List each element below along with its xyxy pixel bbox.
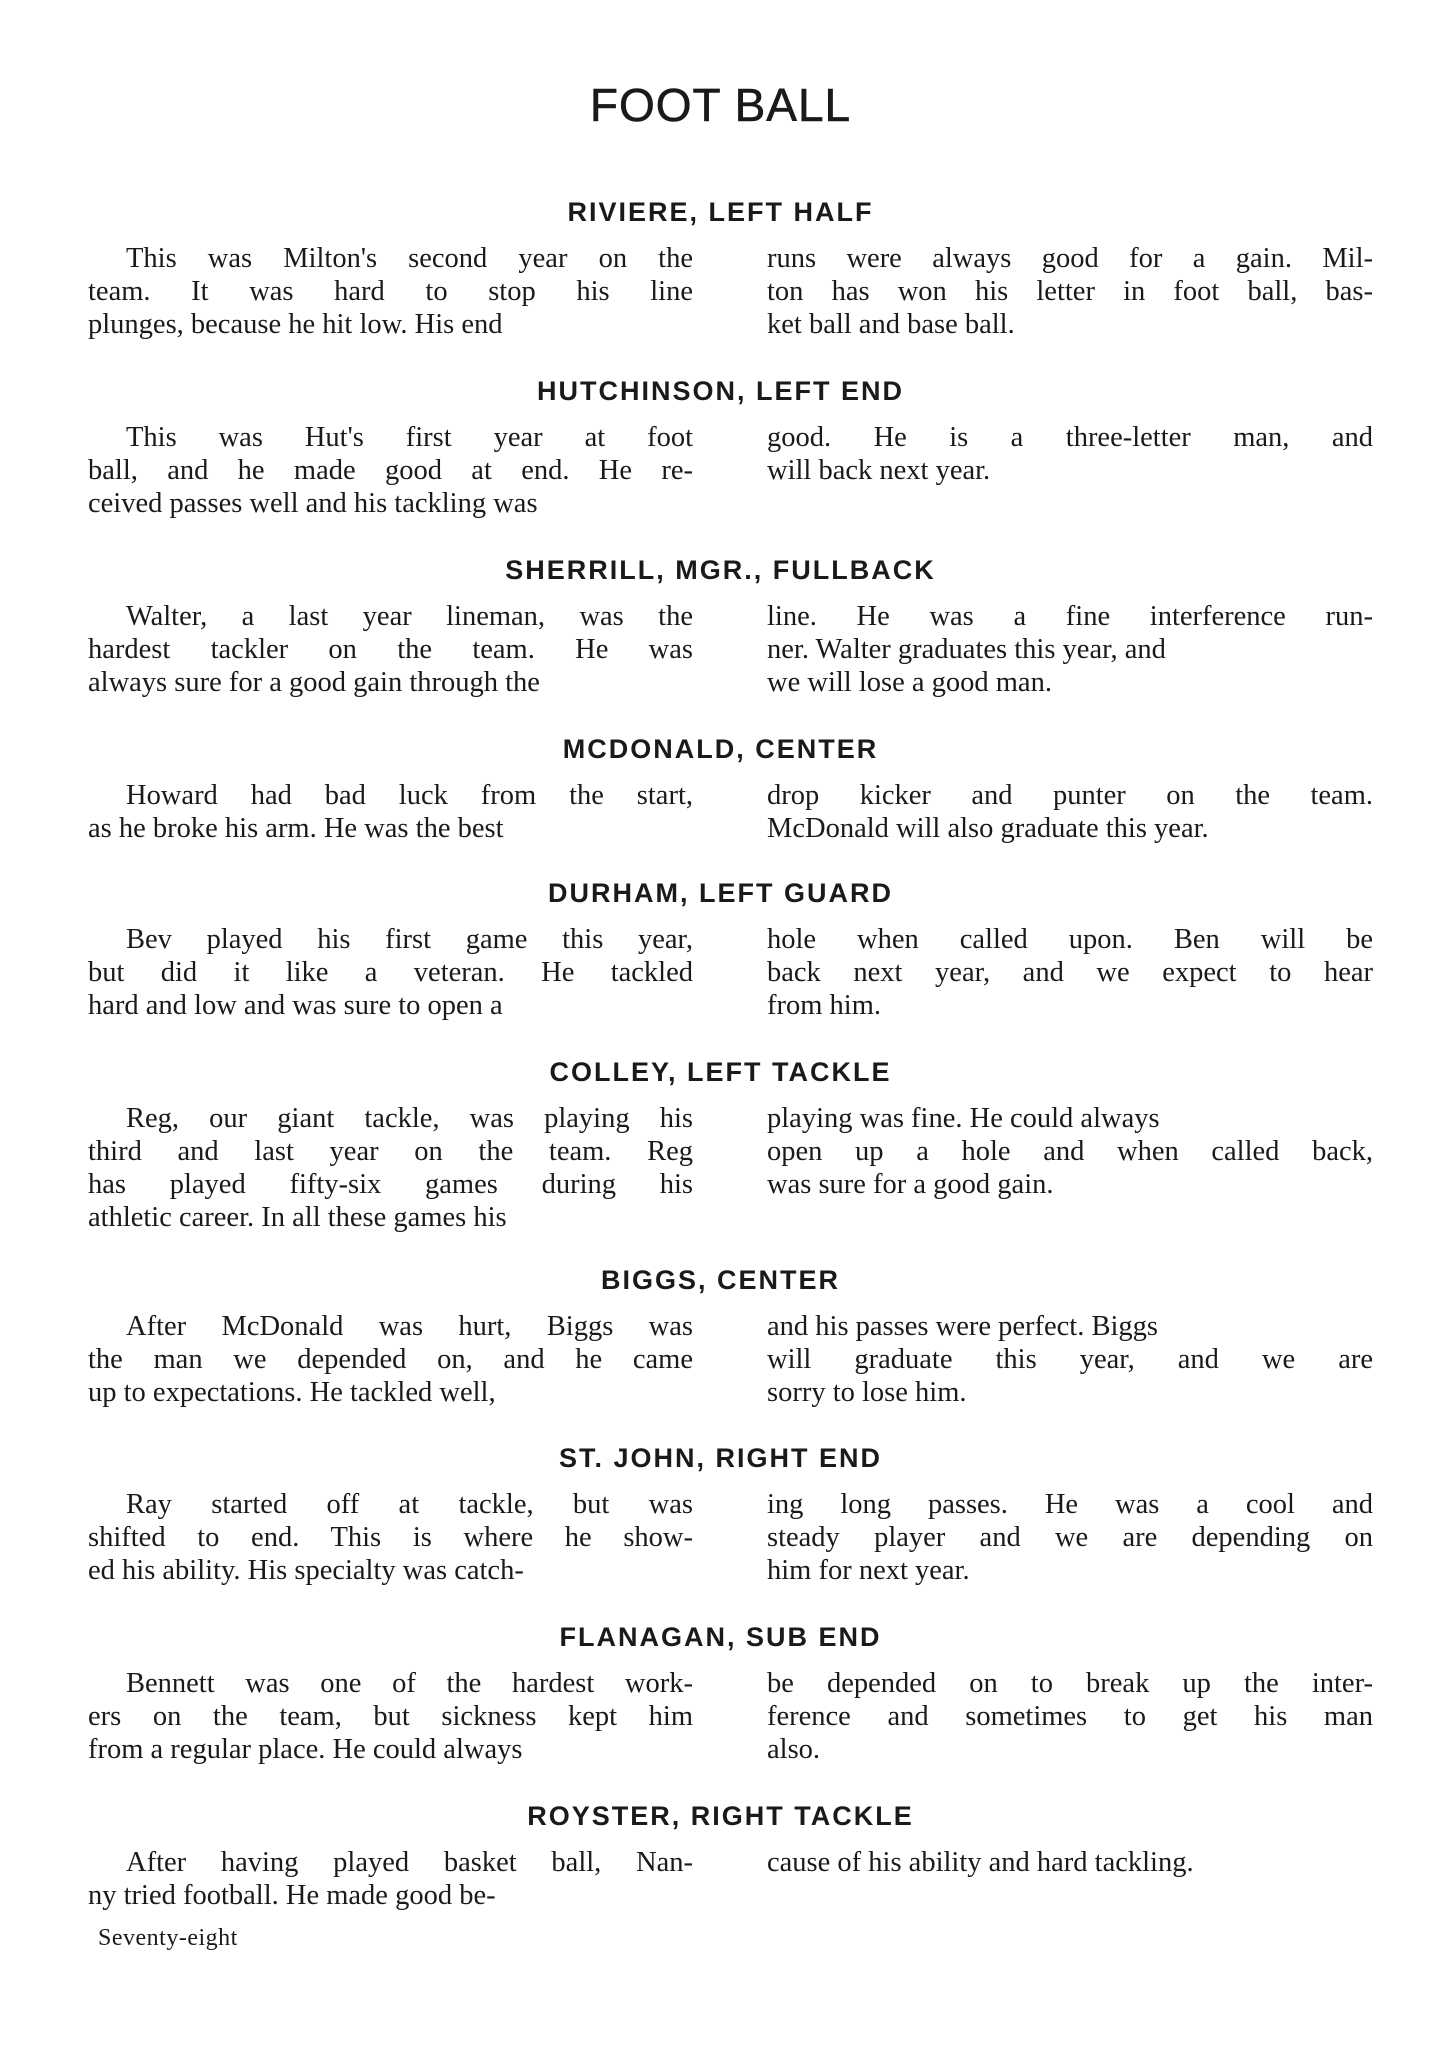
right-column: [767, 1667, 1373, 1766]
right-column: [767, 1102, 1373, 1201]
body-text-line: athletic career. In all these games his: [88, 1202, 507, 1233]
body-text-line: from a regular place. He could always: [88, 1734, 523, 1765]
body-text-line: line. He was a fine interference run-: [767, 601, 1373, 632]
body-text-line: ner. Walter graduates this year, and: [767, 634, 1166, 665]
right-column: [767, 421, 1373, 487]
body-text-line: After having played basket ball, Nan-: [126, 1847, 693, 1878]
player-heading: ST. JOHN, RIGHT END: [558, 1443, 883, 1473]
page-title: FOOT BALL: [589, 79, 852, 131]
body-text-line: Bennett was one of the hardest work-: [126, 1668, 693, 1699]
right-column: [767, 600, 1373, 699]
body-text-line: hole when called upon. Ben will be: [767, 924, 1373, 955]
body-text-line: ny tried football. He made good be-: [88, 1880, 496, 1911]
body-text-line: we will lose a good man.: [767, 667, 1052, 698]
player-heading: COLLEY, LEFT TACKLE: [549, 1057, 892, 1087]
body-text-line: ceived passes well and his tackling was: [88, 488, 538, 519]
player-heading: ROYSTER, RIGHT TACKLE: [527, 1801, 914, 1831]
body-text-line: but did it like a veteran. He tackled: [88, 957, 693, 988]
body-text-line: open up a hole and when called back,: [767, 1136, 1373, 1167]
body-text-line: shifted to end. This is where he show-: [88, 1522, 693, 1553]
body-text-line: This was Milton's second year on the: [126, 243, 693, 274]
body-text-line: This was Hut's first year at foot: [126, 422, 693, 453]
body-text-line: steady player and we are depending on: [767, 1522, 1373, 1553]
player-heading: BIGGS, CENTER: [600, 1265, 841, 1295]
left-column: [88, 923, 693, 1022]
body-text-line: Reg, our giant tackle, was playing his: [126, 1103, 693, 1134]
player-heading: FLANAGAN, SUB END: [559, 1622, 882, 1652]
left-column: [88, 1667, 693, 1766]
body-text-line: playing was fine. He could always: [767, 1103, 1160, 1134]
body-text-line: Howard had bad luck from the start,: [126, 780, 693, 811]
body-text-line: from him.: [767, 990, 881, 1021]
left-column: [88, 1310, 693, 1409]
right-column: [767, 1310, 1373, 1409]
right-column: [767, 1488, 1373, 1587]
body-text-line: has played fifty-six games during his: [88, 1169, 693, 1200]
body-text-line: Ray started off at tackle, but was: [126, 1489, 693, 1520]
player-heading: MCDONALD, CENTER: [562, 734, 879, 764]
body-text-line: ket ball and base ball.: [767, 309, 1015, 340]
left-column: [88, 1846, 693, 1912]
body-text-line: always sure for a good gain through the: [88, 667, 540, 698]
body-text-line: ton has won his letter in foot ball, bas-: [767, 276, 1373, 307]
body-text-line: ball, and he made good at end. He re-: [88, 455, 693, 486]
body-text-line: also.: [767, 1734, 821, 1765]
right-column: [767, 779, 1373, 845]
body-text-line: him for next year.: [767, 1555, 970, 1586]
left-column: [88, 242, 693, 341]
left-column: [88, 1102, 693, 1234]
body-text-line: the man we depended on, and he came: [88, 1344, 693, 1375]
body-text-line: cause of his ability and hard tackling.: [767, 1847, 1194, 1878]
body-text-line: plunges, because he hit low. His end: [88, 309, 503, 340]
body-text-line: ference and sometimes to get his man: [767, 1701, 1373, 1732]
player-heading: RIVIERE, LEFT HALF: [567, 197, 874, 227]
left-column: [88, 421, 693, 520]
left-column: [88, 1488, 693, 1587]
body-text-line: as he broke his arm. He was the best: [88, 813, 504, 844]
body-text-line: runs were always good for a gain. Mil-: [767, 243, 1373, 274]
body-text-line: sorry to lose him.: [767, 1377, 967, 1408]
body-text-line: Bev played his first game this year,: [126, 924, 693, 955]
right-column: [767, 242, 1373, 341]
body-text-line: will graduate this year, and we are: [767, 1344, 1373, 1375]
body-text-line: ed his ability. His specialty was catch-: [88, 1555, 524, 1586]
body-text-line: After McDonald was hurt, Biggs was: [126, 1311, 693, 1342]
page-number: Seventy-eight: [98, 1925, 238, 1951]
body-text-line: ers on the team, but sickness kept him: [88, 1701, 693, 1732]
body-text-line: back next year, and we expect to hear: [767, 957, 1373, 988]
left-column: [88, 779, 693, 845]
left-column: [88, 600, 693, 699]
player-heading: HUTCHINSON, LEFT END: [537, 376, 904, 406]
body-text-line: third and last year on the team. Reg: [88, 1136, 693, 1167]
player-heading: SHERRILL, MGR., FULLBACK: [505, 555, 936, 585]
right-column: [767, 923, 1373, 1022]
body-text-line: was sure for a good gain.: [767, 1169, 1054, 1200]
body-text-line: hard and low and was sure to open a: [88, 990, 503, 1021]
body-text-line: good. He is a three-letter man, and: [767, 422, 1373, 453]
body-text-line: will back next year.: [767, 455, 991, 486]
body-text-line: hardest tackler on the team. He was: [88, 634, 693, 665]
body-text-line: be depended on to break up the inter-: [767, 1668, 1373, 1699]
right-column: [767, 1846, 1373, 1879]
body-text-line: McDonald will also graduate this year.: [767, 813, 1209, 844]
player-heading: DURHAM, LEFT GUARD: [548, 878, 893, 908]
body-text-line: up to expectations. He tackled well,: [88, 1377, 496, 1408]
body-text-line: and his passes were perfect. Biggs: [767, 1311, 1158, 1342]
body-text-line: ing long passes. He was a cool and: [767, 1489, 1373, 1520]
body-text-line: Walter, a last year lineman, was the: [126, 601, 693, 632]
body-text-line: team. It was hard to stop his line: [88, 276, 693, 307]
body-text-line: drop kicker and punter on the team.: [767, 780, 1373, 811]
